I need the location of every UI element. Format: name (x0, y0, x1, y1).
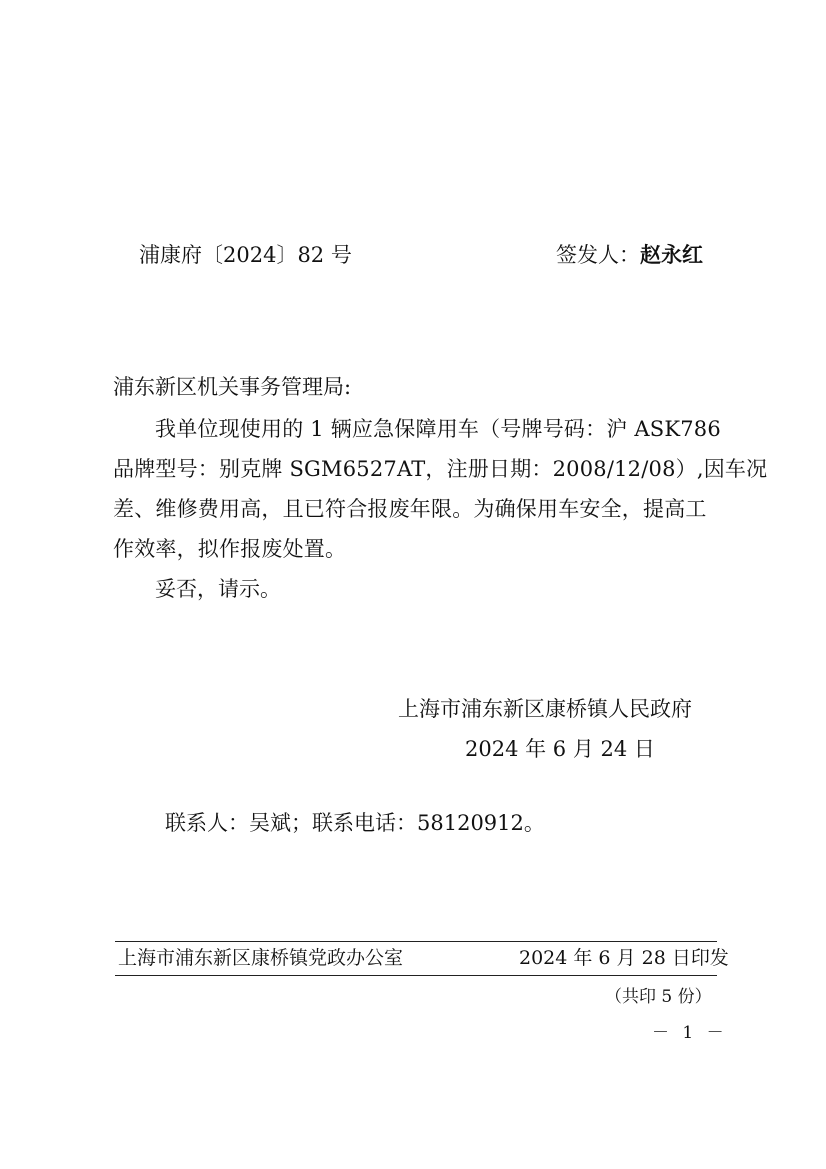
footer-bottom-rule (115, 975, 717, 976)
closing-request: 妥否，请示。 (155, 577, 281, 601)
signer-label: 签发人： (556, 243, 640, 267)
signer-line (556, 240, 703, 270)
body-paragraph-line: 我单位现使用的 1 辆应急保障用车（号牌号码：沪 ASK786 (155, 417, 721, 441)
addressee: 浦东新区机关事务管理局: (113, 375, 352, 399)
body-paragraph-line: 品牌型号：别克牌 SGM6527AT，注册日期：2008/12/08）,因车况 (113, 457, 768, 481)
body-paragraph-line: 作效率，拟作报废处置。 (113, 537, 347, 561)
issue-date: 2024 年 6 月 24 日 (465, 737, 655, 761)
contact-info: 联系人：吴斌；联系电话：58120912。 (165, 811, 545, 835)
footer-office: 上海市浦东新区康桥镇党政办公室 (118, 947, 404, 969)
body-paragraph-line: 差、维修费用高，且已符合报废年限。为确保用车安全，提高工 (113, 497, 707, 521)
document-number: 浦康府〔2024〕82 号 (139, 243, 352, 267)
signer-name: 赵永红 (640, 242, 703, 267)
footer-print-date: 2024 年 6 月 28 日印发 (519, 947, 729, 969)
issuing-organization: 上海市浦东新区康桥镇人民政府 (398, 697, 692, 721)
footer-top-rule (115, 941, 717, 942)
page-number: － 1 － (652, 1023, 728, 1043)
copies-count: （共印 5 份） (605, 987, 712, 1007)
